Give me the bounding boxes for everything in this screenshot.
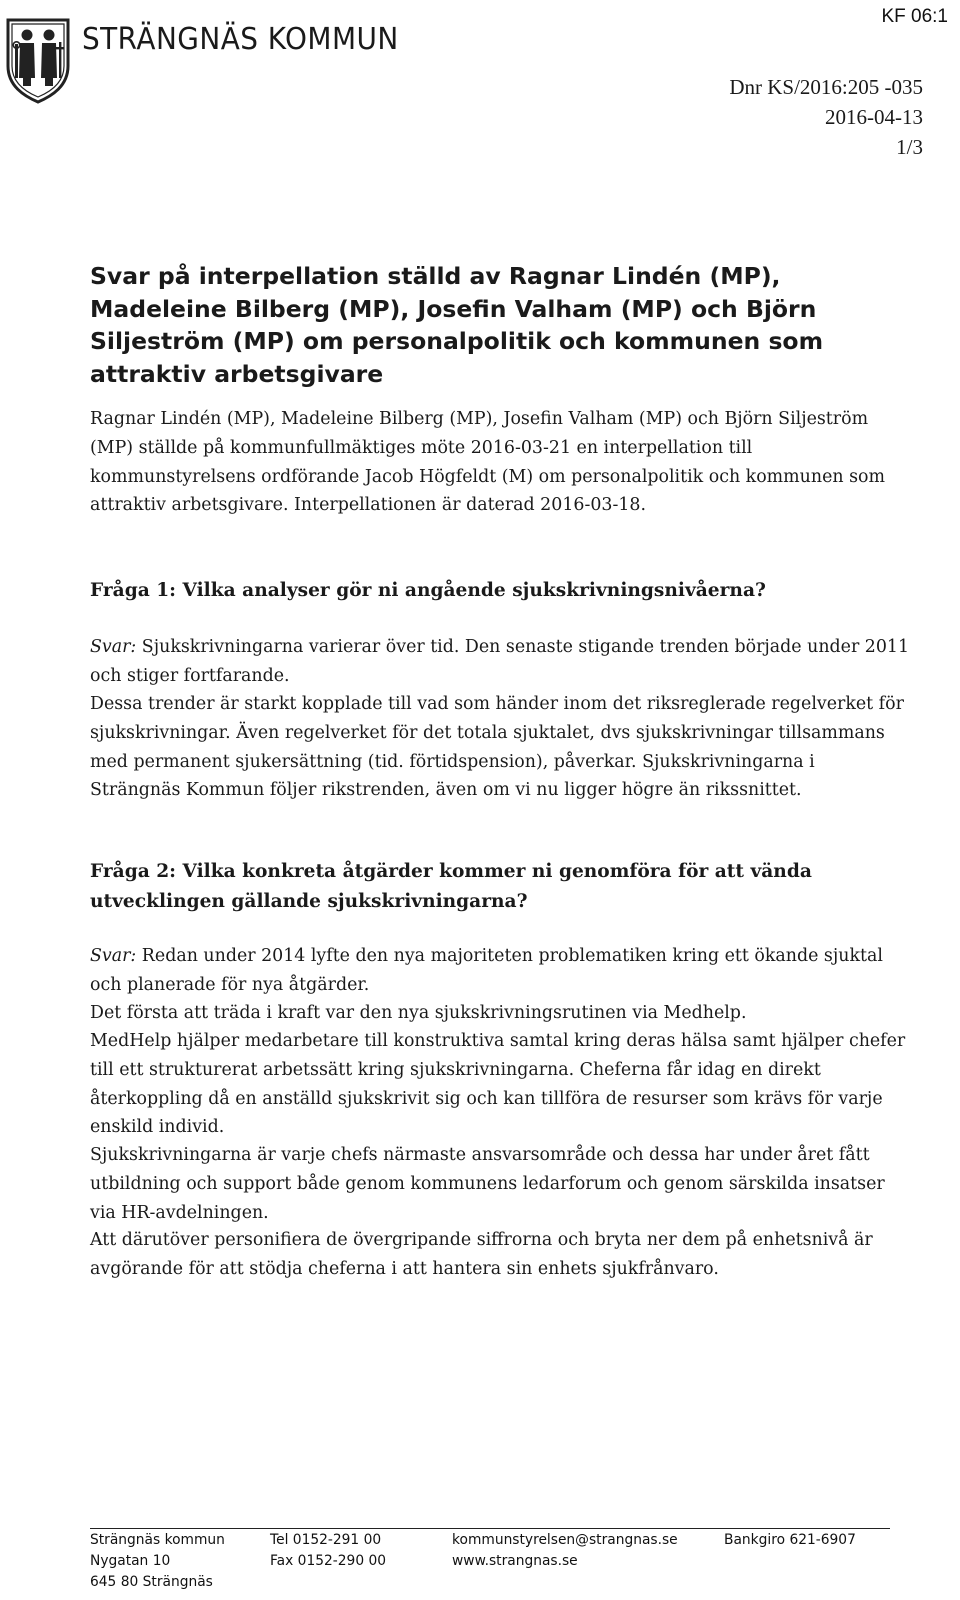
question-1: Fråga 1: Vilka analyser gör ni angående sjukskrivningsnivåerna? [90,580,766,601]
footer-web-link[interactable]: www.strangnas.se [452,1553,578,1569]
answer-1-body: Dessa trender är starkt kopplade till vad som händer inom det riksreglerade regelverket för sjukskrivningar. Även regelverket för det totala sjuktalet, dvs sjukskrivningar tillsammans med permanent sjukersättning (tid. förtidspension), påverkar. Sjukskrivningarna i Strängnäs Kommun följer rikstrenden, även om vi nu ligger högre än rikssnittet. [90,694,904,801]
footer-fax: Fax 0152-290 00 [270,1553,387,1569]
document-date: 2016-04-13 [825,105,923,129]
footer-org-name: Strängnäs kommun [90,1532,225,1548]
footer-contact [452,1530,678,1572]
footer-bankgiro: Bankgiro 621-6907 [724,1532,856,1548]
organization-name: STRÄNGNÄS KOMMUN [82,22,399,57]
footer-street: Nygatan 10 [90,1553,171,1569]
answer-2-lead-text: Redan under 2014 lyfte den nya majoriteten problematiken kring ett ökande sjuktal och planerade för nya åtgärder. [90,946,883,995]
page-tag: KF 06:1 [881,6,948,27]
footer-address [90,1530,225,1593]
footer-bank [724,1530,856,1551]
diary-number: Dnr KS/2016:205 -035 [729,75,923,99]
footer-postal: 645 80 Strängnäs [90,1574,213,1590]
answer-2-lead [90,942,910,1000]
svar-label: Svar: [90,946,137,966]
answer-2-paragraph-3: MedHelp hjälper medarbetare till konstruktiva samtal kring deras hälsa samt hjälper chefer till ett strukturerat arbetssätt kring sjukskrivningarna. Cheferna får idag en direkt återkoppling då en anställd sjukskrivit sig och kan tillföra de resurser som krävs för varje enskild individ. [90,1031,906,1138]
document-meta [729,72,923,162]
intro-paragraph: Ragnar Lindén (MP), Madeleine Bilberg (MP), Josefin Valham (MP) och Björn Siljeström (MP) ställde på kommunfullmäktiges möte 2016-03-21 en interpellation till kommunstyrelsens ordförande Jacob Högfeldt (M) om personalpolitik och kommunen som attraktiv arbetsgivare. Interpellationen är daterad 2016-03-18. [90,409,885,516]
question-2: Fråga 2: Vilka konkreta åtgärder kommer ni genomföra för att vända utvecklingen gällande sjukskrivningarna? [90,861,812,912]
footer-tel: Tel 0152-291 00 [270,1532,382,1548]
answer-2-paragraph-2: Det första att träda i kraft var den nya sjukskrivningsrutinen via Medhelp. [90,1003,747,1023]
document-title: Svar på interpellation ställd av Ragnar Lindén (MP), Madeleine Bilberg (MP), Josefin Valham (MP) och Björn Siljeström (MP) om personalpolitik och kommunen som attraktiv arbetsgivare [90,262,824,388]
svar-label: Svar: [90,637,137,657]
footer-divider [90,1528,890,1529]
municipal-crest-icon [4,16,72,104]
answer-2-paragraph-5: Att därutöver personifiera de övergripande siffrorna och bryta ner dem på enhetsnivå är avgörande för att stödja cheferna i att hantera sin enhets sjukfrånvaro. [90,1230,873,1279]
answer-1-lead-text: Sjukskrivningarna varierar över tid. Den senaste stigande trenden började under 2011 och stiger fortfarande. [90,637,910,686]
footer-phone [270,1530,386,1572]
footer-email-link[interactable]: kommunstyrelsen@strangnas.se [452,1532,678,1548]
answer-2-paragraph-4: Sjukskrivningarna är varje chefs närmaste ansvarsområde och dessa har under året fått utbildning och support både genom kommunens ledarforum och genom särskilda insatser via HR-avdelningen. [90,1145,885,1223]
page-number: 1/3 [896,135,923,159]
answer-1-lead [90,633,910,691]
